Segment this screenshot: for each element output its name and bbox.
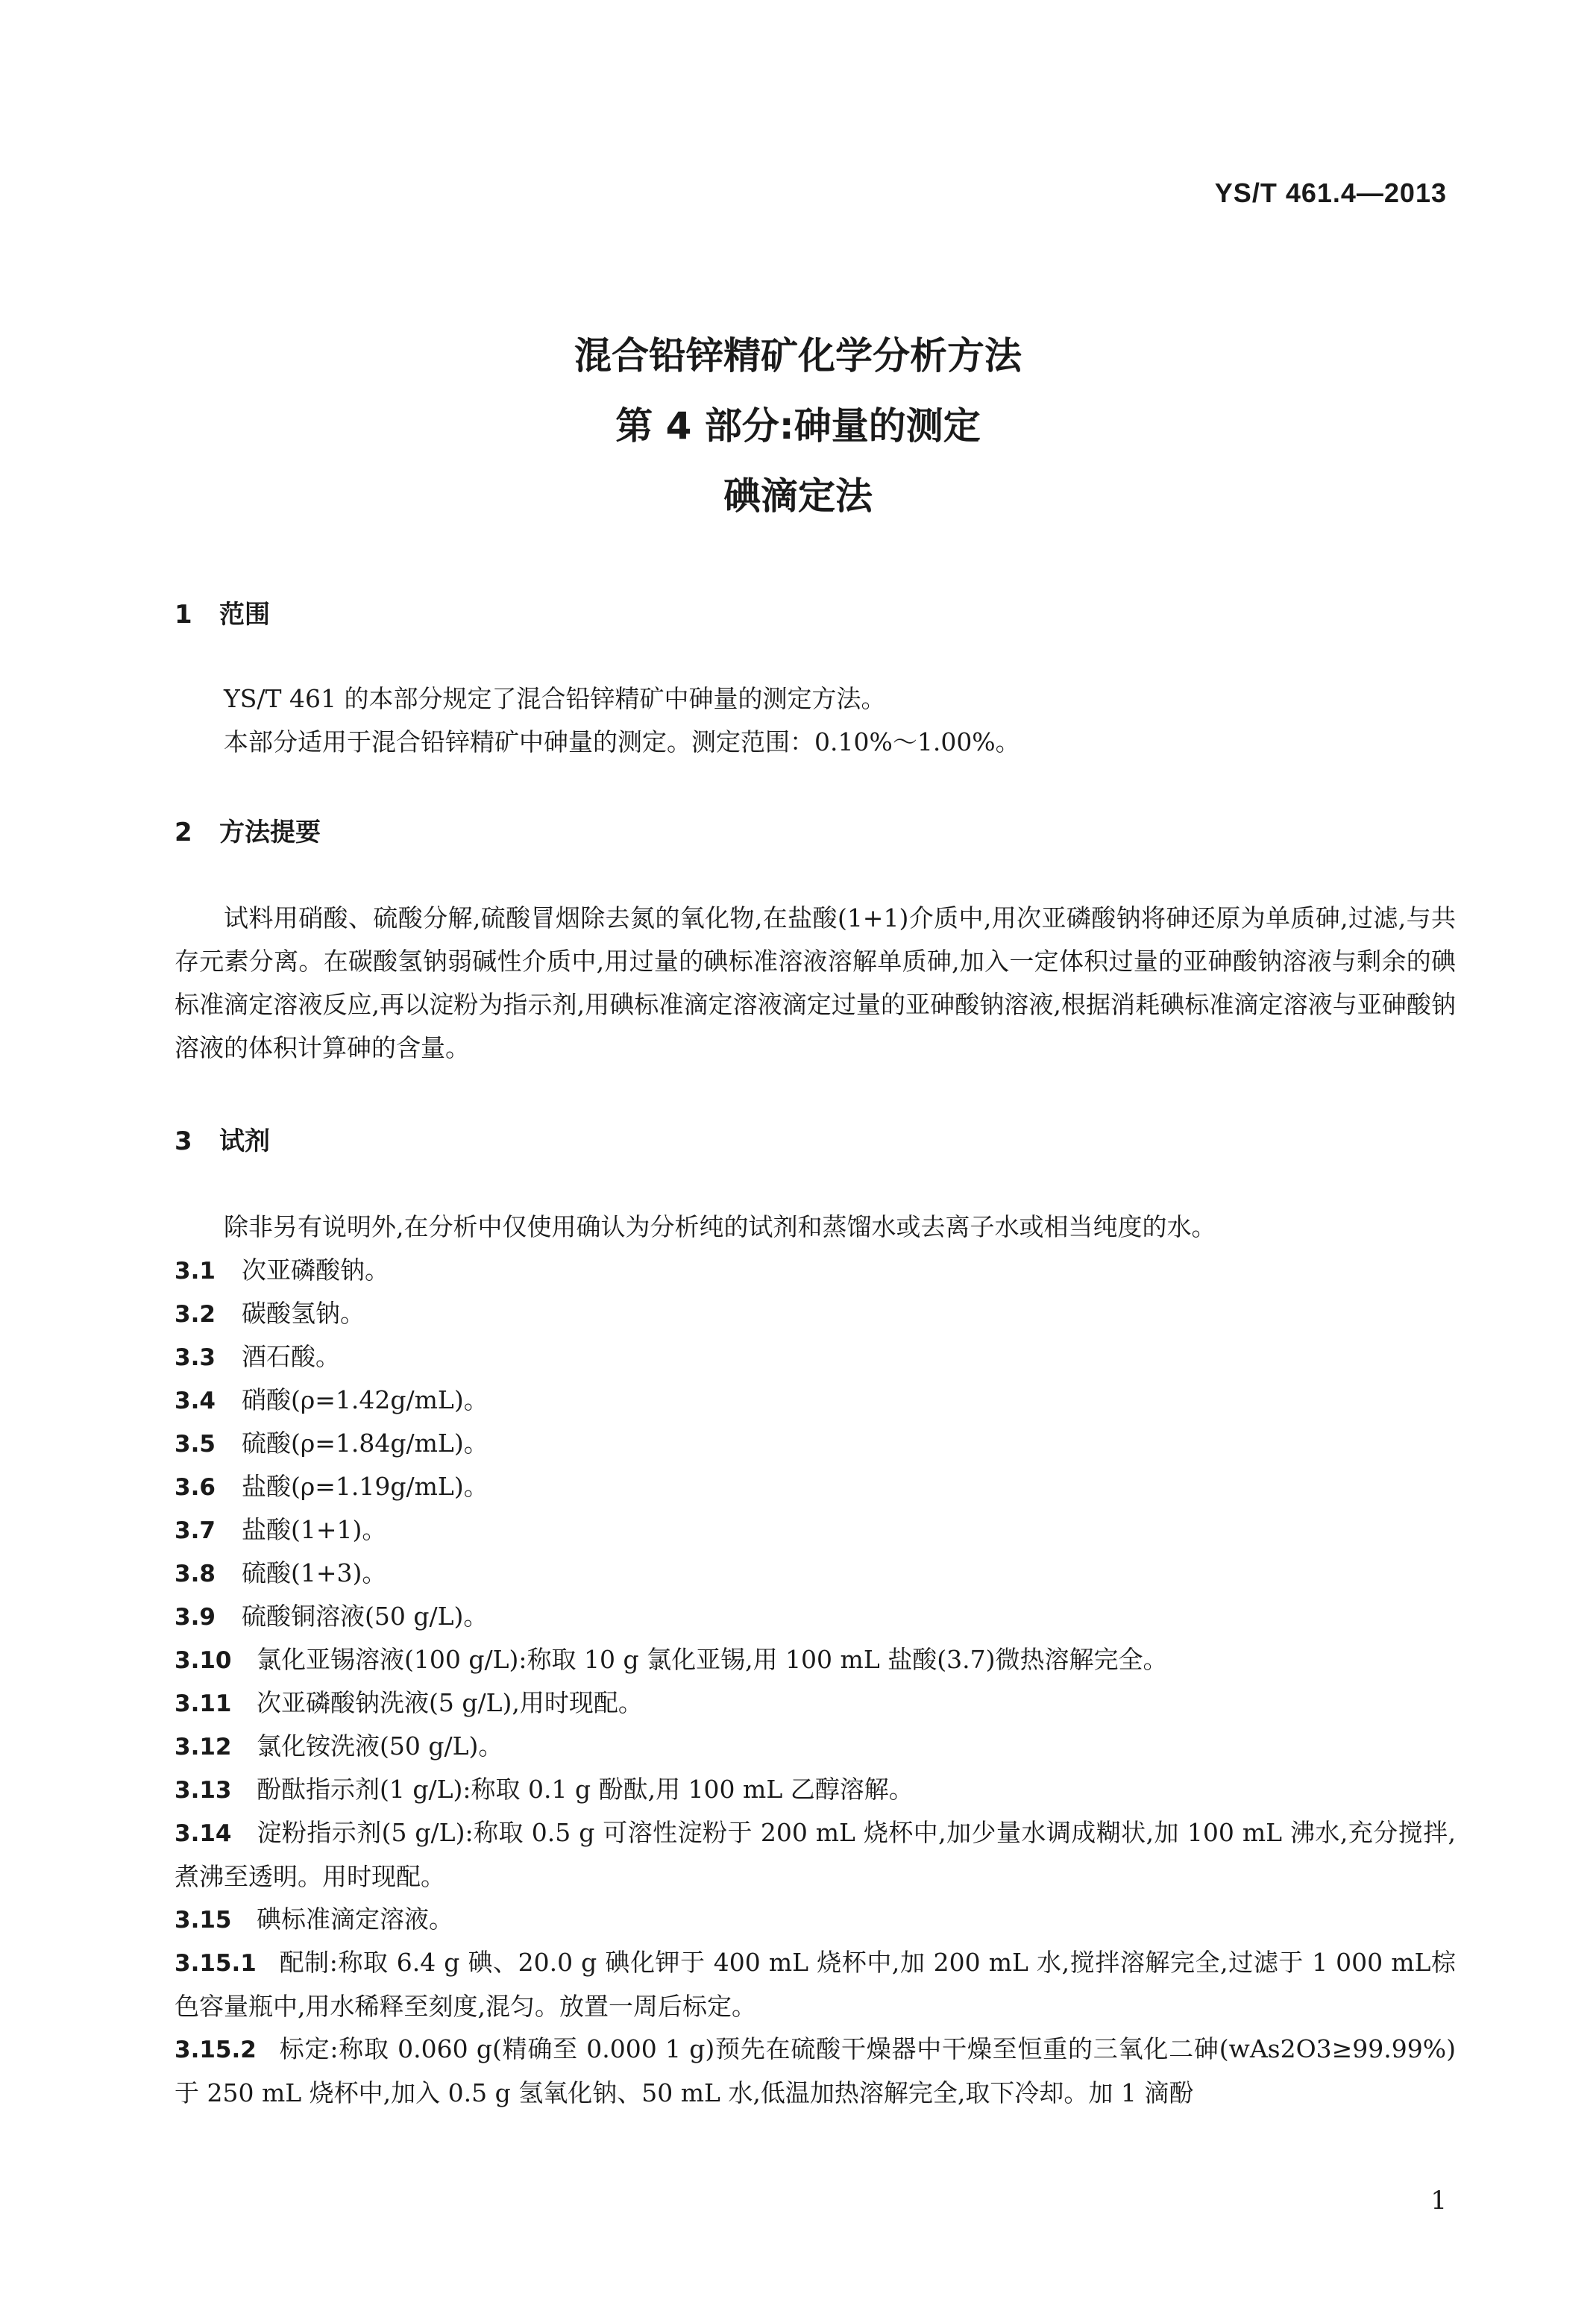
reagent-item-number: 3.11 [175,1690,232,1717]
reagent-item [175,1379,1456,1423]
reagent-item [175,1768,1456,1812]
reagent-item-number: 3.14 [175,1820,232,1847]
reagent-item-text: 氯化铵洗液(50 g/L)。 [257,1731,503,1761]
section-3-heading [175,1120,270,1157]
document-title [0,321,1596,531]
reagent-item [175,1595,1456,1639]
reagent-item-number: 3.7 [175,1517,216,1544]
reagent-item-text: 酒石酸。 [242,1342,340,1371]
reagent-item-number: 3.8 [175,1561,216,1587]
reagent-item-text: 标定:称取 0.060 g(精确至 0.000 1 g)预先在硫酸干燥器中干燥至恒重的三氧化二砷(wAs2O3≥99.99%)于 250 mL 烧杯中,加入 0.5 g 氢氧化钠、50 mL 水,低温加热溶解完全,取下冷却。加 1 滴酚 [175,2034,1456,2107]
reagent-item [175,1335,1456,1379]
title-line-3: 碘滴定法 [723,474,873,518]
reagent-item [175,1508,1456,1552]
reagent-item-text: 次亚磷酸钠洗液(5 g/L),用时现配。 [257,1688,643,1717]
reagent-item-number: 3.4 [175,1388,216,1414]
title-line-2: 第 4 部分:砷量的测定 [615,404,981,448]
reagent-item-text: 盐酸(ρ=1.19g/mL)。 [242,1472,488,1501]
section-1-paragraph-2: 本部分适用于混合铅锌精矿中砷量的测定。测定范围：0.10%～1.00%。 [224,727,1020,756]
reagent-item-number: 3.6 [175,1474,216,1501]
reagent-item [175,1465,1456,1509]
reagent-item-number: 3.1 [175,1258,216,1285]
section-2-number: 2 [175,818,192,847]
section-1-title: 范围 [219,600,270,630]
section-2-title: 方法提要 [219,818,321,847]
reagent-item [175,1292,1456,1336]
reagent-item-text: 氯化亚锡溶液(100 g/L):称取 10 g 氯化亚锡,用 100 mL 盐酸(3.7)微热溶解完全。 [257,1645,1168,1674]
reagent-item-text: 碘标准滴定溶液。 [257,1904,453,1934]
reagent-item [175,1725,1456,1769]
title-line-1: 混合铅锌精矿化学分析方法 [574,334,1022,377]
reagent-item-text: 碳酸氢钠。 [242,1299,365,1328]
reagent-item-number: 3.9 [175,1604,216,1631]
reagent-item-number: 3.2 [175,1301,216,1328]
reagent-item-text: 配制:称取 6.4 g 碘、20.0 g 碘化钾于 400 mL 烧杯中,加 200 mL 水,搅拌溶解完全,过滤于 1 000 mL棕色容量瓶中,用水稀释至刻度,混匀。放置一周后标定。 [175,1948,1456,2021]
reagent-item-number: 3.15.1 [175,1950,257,1977]
reagent-item-text: 盐酸(1+1)。 [242,1515,387,1544]
reagent-item [175,1422,1456,1466]
section-3-number: 3 [175,1126,192,1156]
standard-code: YS/T 461.4—2013 [1214,178,1447,208]
reagent-item-text: 硫酸(ρ=1.84g/mL)。 [242,1429,488,1458]
reagent-item-text: 硫酸(1+3)。 [242,1558,387,1587]
reagent-item [175,1249,1456,1293]
section-2-paragraph: 试料用硝酸、硫酸分解,硫酸冒烟除去氮的氧化物,在盐酸(1+1)介质中,用次亚磷酸钠将砷还原为单质砷,过滤,与共存元素分离。在碳酸氢钠弱碱性介质中,用过量的碘标准溶液溶解单质砷,加入一定体积过量的亚砷酸钠溶液与剩余的碘标准滴定溶液反应,再以淀粉为指示剂,用碘标准滴定溶液滴定过量的亚砷酸钠溶液,根据消耗碘标准滴定溶液与亚砷酸钠溶液的体积计算砷的含量。 [175,903,1456,1062]
reagent-item [175,1681,1456,1725]
section-1-heading [175,594,270,630]
page-number: 1 [1430,2186,1447,2216]
reagent-item-text: 酚酞指示剂(1 g/L):称取 0.1 g 酚酞,用 100 mL 乙醇溶解。 [257,1775,914,1804]
reagent-item [175,1552,1456,1596]
reagent-item-text: 硫酸铜溶液(50 g/L)。 [242,1602,488,1631]
reagent-item [175,1898,1456,1942]
section-3-intro: 除非另有说明外,在分析中仅使用确认为分析纯的试剂和蒸馏水或去离子水或相当纯度的水。 [224,1212,1216,1241]
reagent-item-number: 3.10 [175,1647,232,1674]
reagent-item-number: 3.15.2 [175,2037,257,2063]
reagent-item [175,1941,1456,2028]
reagent-item-number: 3.3 [175,1344,216,1371]
reagent-item-number: 3.12 [175,1734,232,1761]
reagent-item [175,1638,1456,1682]
reagent-item-text: 硝酸(ρ=1.42g/mL)。 [242,1385,488,1414]
reagent-item [175,1811,1456,1899]
reagent-item-number: 3.13 [175,1777,232,1804]
section-2-heading [175,812,321,848]
section-1-number: 1 [175,600,192,630]
reagent-item-text: 淀粉指示剂(5 g/L):称取 0.5 g 可溶性淀粉于 200 mL 烧杯中,加少量水调成糊状,加 100 mL 沸水,充分搅拌,煮沸至透明。用时现配。 [175,1818,1456,1891]
reagent-item-text: 次亚磷酸钠。 [242,1255,389,1285]
section-3-title: 试剂 [219,1126,270,1156]
section-1-paragraph-1: YS/T 461 的本部分规定了混合铅锌精矿中砷量的测定方法。 [224,684,886,713]
reagent-item-number: 3.15 [175,1907,232,1934]
reagent-item-number: 3.5 [175,1431,216,1458]
reagent-item [175,2028,1456,2115]
